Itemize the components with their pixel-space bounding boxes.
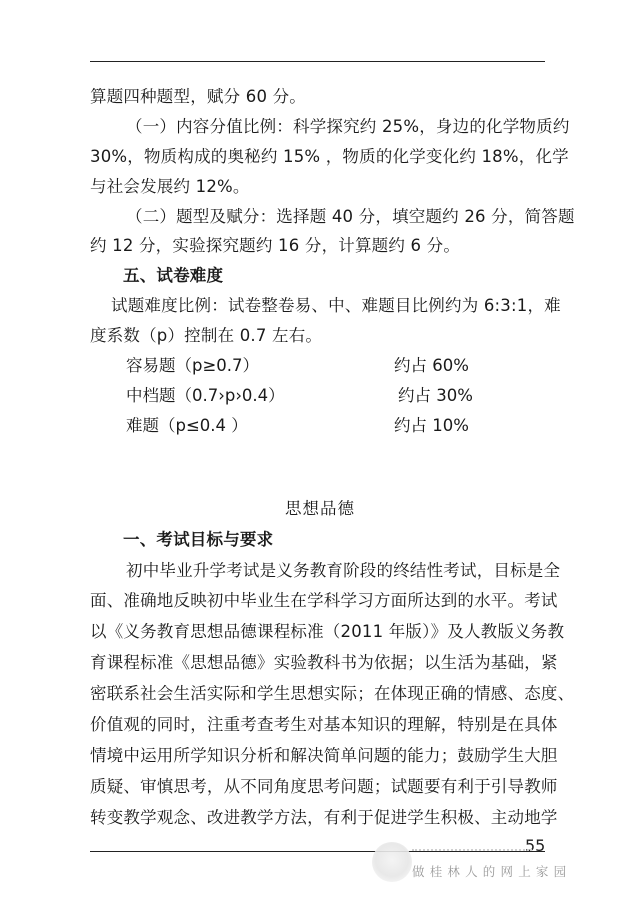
para-line: 价值观的同时，注重考查考生对基本知识的理解，特别是在具体	[90, 715, 558, 734]
difficulty-label: 中档题（0.7›p›0.4）	[126, 386, 285, 405]
text-line: 约 12 分，实验探究题约 16 分，计算题约 6 分。	[90, 236, 461, 255]
para-line: 育课程标准《思想品德》实验教科书为依据；以生活为基础，紧	[90, 653, 558, 672]
difficulty-label: 容易题（p≥0.7）	[126, 356, 260, 375]
text-line: 试题难度比例：试卷整卷易、中、难题目比例约为 6:3:1，难	[111, 296, 561, 315]
para-line: 情境中运用所学知识分析和解决简单问题的能力；鼓励学生大胆	[90, 746, 558, 765]
page-number: 55	[525, 836, 546, 855]
watermark-text: 做桂林人的网上家园	[412, 864, 572, 879]
watermark	[372, 836, 590, 898]
para-line: 以《义务教育思想品德课程标准（2011 年版）》及人教版义务教	[90, 622, 565, 641]
text-line: （一）内容分值比例：科学探究约 25%，身边的化学物质约	[126, 117, 570, 136]
section-heading: 一、考试目标与要求	[123, 530, 274, 549]
difficulty-value: 约占 10%	[394, 416, 469, 435]
para-line: 面、准确地反映初中毕业生在学科学习方面所达到的水平。考试	[90, 591, 558, 610]
text-line: 度系数（p）控制在 0.7 左右。	[90, 326, 323, 345]
section-heading: 五、试卷难度	[123, 266, 224, 285]
difficulty-label: 难题（p≤0.4 ）	[126, 416, 248, 435]
difficulty-value: 约占 60%	[394, 356, 469, 375]
para-line: 转变教学观念、改进教学方法，有利于促进学生积极、主动地学	[90, 808, 558, 827]
text-line: （二）题型及赋分：选择题 40 分，填空题约 26 分，简答题	[126, 207, 575, 226]
para-line: 初中毕业升学考试是义务教育阶段的终结性考试，目标是全	[126, 561, 561, 580]
text-line: 与社会发展约 12%。	[90, 177, 250, 196]
subject-title: 思想品德	[285, 499, 355, 518]
text-line: 算题四种题型，赋分 60 分。	[90, 87, 306, 106]
para-line: 密联系社会生活实际和学生思想实际；在体现正确的情感、态度、	[90, 684, 575, 703]
watermark-logo-icon	[372, 842, 412, 882]
header-rule	[90, 61, 545, 62]
text-line: 30%，物质构成的奥秘约 15% ，物质的化学变化约 18%，化学	[90, 147, 569, 166]
watermark-divider	[412, 849, 532, 853]
para-line: 质疑、审慎思考，从不同角度思考问题；试题要有利于引导教师	[90, 777, 558, 796]
difficulty-value: 约占 30%	[398, 386, 473, 405]
